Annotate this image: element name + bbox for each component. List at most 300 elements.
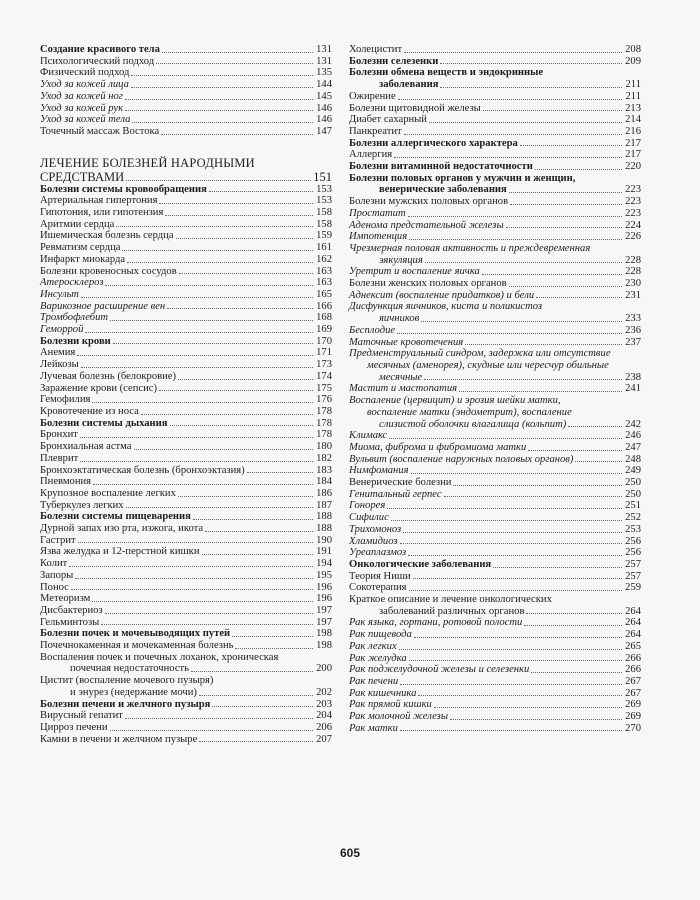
toc-entry: [349, 372, 641, 384]
toc-entry: [40, 195, 332, 207]
toc-entry-title: Физический подход: [40, 67, 130, 79]
dot-leader: [80, 461, 313, 462]
toc-entry: [349, 547, 641, 559]
toc-entry-page: 202: [316, 686, 332, 698]
dot-leader: [425, 262, 622, 263]
toc-entry-title: Гемофилия: [40, 394, 91, 406]
toc-entry-page: 196: [316, 581, 332, 593]
toc-entry-title: Почечнокаменная и мочекаменная болезнь: [40, 640, 234, 652]
dot-leader: [235, 648, 313, 649]
dot-leader: [134, 449, 314, 450]
toc-entry-title: Гонорея: [349, 500, 386, 512]
toc-entry-page: 252: [625, 512, 641, 524]
toc-entry-title: Рак легких: [349, 640, 397, 652]
toc-entry-page: 190: [316, 534, 332, 546]
toc-entry-title: заболевания: [379, 79, 439, 91]
toc-entry: [40, 91, 332, 103]
dot-leader: [568, 426, 622, 427]
toc-entry-page: 228: [625, 254, 641, 266]
toc-entry: [40, 582, 332, 594]
toc-entry-page: 145: [316, 90, 332, 102]
dot-leader: [75, 578, 313, 579]
dot-leader: [179, 273, 313, 274]
section-gap: [40, 138, 332, 157]
toc-entry-line: воспаление матки (эндометрит), воспаление: [367, 406, 572, 418]
toc-entry: [349, 442, 641, 454]
dot-leader: [159, 203, 313, 204]
dot-leader: [92, 601, 313, 602]
dot-leader: [414, 637, 622, 638]
toc-entry-title: Туберкулез легких: [40, 499, 124, 511]
toc-entry-title: Теория Ниши: [349, 570, 411, 582]
toc-entry-page: 165: [316, 288, 332, 300]
toc-entry-page: 267: [625, 687, 641, 699]
dot-leader: [191, 671, 313, 672]
toc-entry-title: Рак поджелудочной железы и селезенки: [349, 664, 530, 676]
toc-entry-page: 161: [316, 242, 332, 254]
toc-entry: [40, 476, 332, 488]
toc-entry-page: 226: [625, 231, 641, 243]
toc-entry-title: Панкреатит: [349, 125, 402, 137]
dot-leader: [165, 215, 313, 216]
toc-entry-page: 197: [316, 604, 332, 616]
toc-entry-page: 153: [316, 183, 332, 195]
toc-entry-title: Гастрит: [40, 534, 76, 546]
toc-entry-line: Цистит (воспаление мочевого пузыря): [40, 675, 214, 687]
toc-entry-page: 198: [316, 628, 332, 640]
toc-entry: [40, 394, 332, 406]
toc-entry-page: 228: [625, 266, 641, 278]
toc-entry: [349, 512, 641, 524]
toc-entry-page: 158: [316, 207, 332, 219]
toc-entry-title: яичников: [379, 313, 420, 325]
toc-entry-page: 188: [316, 511, 332, 523]
toc-entry-title: Плеврит: [40, 452, 79, 464]
toc-entry-page: 259: [625, 582, 641, 594]
dot-leader: [387, 508, 622, 509]
toc-entry: [40, 523, 332, 535]
toc-entry-title: венерические заболевания: [379, 184, 507, 196]
toc-entry-title: Болезни системы дыхания: [40, 417, 168, 429]
toc-entry-page: 217: [625, 149, 641, 161]
toc-entry: [349, 208, 641, 220]
dot-leader: [205, 531, 313, 532]
toc-entry-title: Дисбактериоз: [40, 604, 103, 616]
toc-entry-title: Уреаплазмоз: [349, 547, 407, 559]
toc-entry-page: 251: [625, 500, 641, 512]
dot-leader: [125, 110, 313, 111]
toc-entry-title: Рак желудка: [349, 652, 407, 664]
toc-entry-page: 159: [316, 230, 332, 242]
dot-leader: [397, 333, 622, 334]
toc-entry-page: 223: [625, 196, 641, 208]
toc-entry-title: Болезни печени и желчного пузыря: [40, 698, 211, 710]
toc-entry: [349, 196, 641, 208]
toc-entry: [40, 289, 332, 301]
dot-leader: [101, 624, 313, 625]
toc-entry-page: 196: [316, 593, 332, 605]
toc-entry-title: Колит: [40, 558, 68, 570]
toc-entry-page: 173: [316, 359, 332, 371]
toc-entry: [349, 477, 641, 489]
toc-entry-page: 223: [625, 184, 641, 196]
toc-entry-page: 178: [316, 405, 332, 417]
toc-entry-page: 169: [316, 324, 332, 336]
dot-leader: [509, 192, 622, 193]
toc-entry-title: Вирусный гепатит: [40, 710, 123, 722]
toc-entry: [40, 617, 332, 629]
toc-entry-title: Ожирение: [349, 90, 396, 102]
dot-leader: [125, 718, 313, 719]
dot-leader: [125, 99, 313, 100]
toc-entry-title: месячные: [379, 371, 423, 383]
toc-entry: [349, 126, 641, 138]
dot-leader: [404, 52, 622, 53]
toc-entry-title: Простатит: [349, 207, 406, 219]
toc-entry: [349, 149, 641, 161]
dot-leader: [69, 566, 313, 567]
dot-leader: [524, 625, 622, 626]
toc-entry: [40, 406, 332, 418]
toc-entry: [349, 723, 641, 735]
dot-leader: [459, 391, 622, 392]
toc-entry-page: 237: [625, 336, 641, 348]
toc-entry: [349, 184, 641, 196]
toc-entry-title: Гипотония, или гипотензия: [40, 207, 164, 219]
toc-entry: [349, 325, 641, 337]
toc-entry-page: 257: [625, 570, 641, 582]
toc-entry-page: 209: [625, 55, 641, 67]
dot-leader: [409, 660, 622, 661]
toc-entry: [40, 453, 332, 465]
toc-entry: [349, 161, 641, 173]
toc-entry-page: 230: [625, 278, 641, 290]
dot-leader: [440, 87, 622, 88]
toc-entry-title: Тромбофлебит: [40, 312, 109, 324]
dot-leader: [156, 63, 313, 64]
toc-entry: [349, 711, 641, 723]
toc-entry-title: Рак языка, гортани, ротовой полости: [349, 617, 523, 629]
toc-entry: [40, 336, 332, 348]
toc-entry-page: 250: [625, 477, 641, 489]
dot-leader: [159, 390, 313, 391]
toc-entry-title: Рак печени: [349, 675, 399, 687]
toc-entry-title: Цирроз печени: [40, 721, 108, 733]
dot-leader: [418, 695, 622, 696]
toc-entry-page: 256: [625, 547, 641, 559]
toc-entry: [349, 465, 641, 477]
toc-entry: [40, 266, 332, 278]
toc-entry: [40, 103, 332, 115]
toc-entry-line: Краткое описание и лечение онкологических: [349, 594, 552, 606]
toc-entry-title: СРЕДСТВАМИ: [40, 169, 125, 184]
toc-entry-title: Болезни селезенки: [349, 55, 439, 67]
toc-entry-page: 162: [316, 253, 332, 265]
toc-entry: [40, 254, 332, 266]
dot-leader: [398, 99, 622, 100]
toc-entry-page: 207: [316, 733, 332, 745]
dot-leader: [429, 122, 622, 123]
dot-leader: [110, 730, 313, 731]
toc-entry: [349, 44, 641, 56]
toc-entry-title: Болезни почек и мочевыводящих путей: [40, 628, 231, 640]
toc-entry-page: 158: [316, 218, 332, 230]
toc-entry: [349, 653, 641, 665]
toc-entry-page: 264: [625, 605, 641, 617]
dot-leader: [126, 180, 311, 181]
toc-entry-title: Диабет сахарный: [349, 114, 427, 126]
toc-entry-page: 241: [625, 383, 641, 395]
toc-entry: [349, 536, 641, 548]
toc-entry-title: Метеоризм: [40, 593, 91, 605]
toc-entry-title: Болезни аллергического характера: [349, 137, 518, 149]
toc-entry-title: Пневмония: [40, 476, 92, 488]
toc-entry: [40, 558, 332, 570]
toc-entry-title: Бронхоэктатическая болезнь (бронхоэктазия): [40, 464, 245, 476]
toc-entry: [40, 500, 332, 512]
toc-entry-line: месячных (аменорея), скудные или чересчур обильные: [367, 359, 609, 371]
dot-leader: [465, 344, 622, 345]
toc-entry-title: Нимфомания: [349, 465, 409, 477]
toc-entry-title: Рак пищевода: [349, 629, 412, 641]
toc-entry: [40, 347, 332, 359]
toc-entry: [40, 312, 332, 324]
toc-entry: [40, 441, 332, 453]
toc-entry-title: Гельминтозы: [40, 616, 100, 628]
toc-entry-title: Болезни кровеносных сосудов: [40, 265, 177, 277]
dot-leader: [80, 437, 313, 438]
dot-leader: [450, 719, 622, 720]
dot-leader: [77, 355, 313, 356]
toc-entry-page: 203: [316, 698, 332, 710]
dot-leader: [167, 308, 313, 309]
toc-entry-title: Крупозное воспаление легких: [40, 487, 176, 499]
toc-entry-line: Болезни обмена веществ и эндокринные: [349, 67, 544, 79]
dot-leader: [161, 134, 313, 135]
toc-entry: [349, 383, 641, 395]
dot-leader: [394, 157, 622, 158]
toc-entry-title: Уход за кожей лица: [40, 79, 129, 91]
toc-entry-title: Инфаркт миокарда: [40, 253, 126, 265]
toc-entry-title: и энурез (недержание мочи): [70, 686, 197, 698]
toc-entry-page: 168: [316, 312, 332, 324]
dot-leader: [440, 63, 622, 64]
dot-leader: [176, 238, 313, 239]
toc-entry-page: 216: [625, 125, 641, 137]
toc-entry-page: 153: [316, 195, 332, 207]
toc-entry: [40, 465, 332, 477]
toc-entry: [40, 371, 332, 383]
toc-entry: [349, 419, 641, 431]
dot-leader: [199, 695, 313, 696]
dot-leader: [209, 191, 313, 192]
toc-entry: [349, 582, 641, 594]
toc-entry-title: Бесплодие: [349, 324, 396, 336]
toc-entry-page: 220: [625, 161, 641, 173]
dot-leader: [404, 134, 622, 135]
toc-entry-title: Миома, фиброма и фибромиома матки: [349, 441, 527, 453]
toc-entry-page: 211: [625, 90, 641, 102]
toc-entry-title: Создание красивого тела: [40, 44, 160, 55]
toc-entry: [40, 511, 332, 523]
toc-entry-title: Бронхиальная астма: [40, 441, 132, 453]
dot-leader: [409, 239, 622, 240]
dot-leader: [122, 250, 313, 251]
dot-leader: [528, 450, 622, 451]
toc-entry: [40, 230, 332, 242]
toc-entry-title: Болезни мужских половых органов: [349, 196, 509, 208]
dot-leader: [85, 332, 313, 333]
toc-entry-line: Воспаление (цервицит) и эрозия шейки матки,: [349, 395, 561, 407]
toc-entry-page: 184: [316, 476, 332, 488]
page-number: 605: [339, 846, 361, 860]
toc-entry-page: 163: [316, 277, 332, 289]
dot-leader: [400, 684, 622, 685]
toc-entry-page: 183: [316, 464, 332, 476]
toc-entry-page: 231: [625, 289, 641, 301]
section-heading-entry: [40, 170, 332, 184]
toc-entry: [40, 56, 332, 68]
dot-leader: [444, 496, 622, 497]
toc-left-column: [40, 44, 332, 745]
dot-leader: [110, 320, 313, 321]
toc-entry-title: почечная недостаточность: [70, 663, 189, 675]
toc-entry: [349, 313, 641, 325]
toc-entry-title: эякуляция: [379, 254, 423, 266]
toc-entry-page: 198: [316, 640, 332, 652]
toc-entry: [349, 290, 641, 302]
toc-entry: [349, 571, 641, 583]
toc-entry-page: 174: [316, 370, 332, 382]
toc-entry: [349, 641, 641, 653]
toc-entry: [349, 430, 641, 442]
toc-entry-title: Кровотечение из носа: [40, 405, 139, 417]
dot-leader: [389, 438, 622, 439]
dot-leader: [131, 75, 313, 76]
toc-entry-page: 264: [625, 629, 641, 641]
dot-leader: [506, 227, 622, 228]
toc-entry-page: 186: [316, 487, 332, 499]
dot-leader: [408, 555, 622, 556]
dot-leader: [509, 286, 622, 287]
dot-leader: [71, 589, 313, 590]
dot-leader: [483, 110, 622, 111]
toc-entry: [349, 114, 641, 126]
dot-leader: [202, 554, 313, 555]
dot-leader: [212, 706, 313, 707]
dot-leader: [421, 321, 622, 322]
toc-entry: [349, 629, 641, 641]
toc-entry-title: Артериальная гипертония: [40, 195, 158, 207]
toc-entry: [40, 663, 332, 675]
toc-entry-title: Болезни женских половых органов: [349, 278, 507, 290]
toc-entry-page: 257: [625, 558, 641, 570]
dot-leader: [493, 567, 622, 568]
dot-leader: [232, 636, 313, 637]
toc-entry: [40, 242, 332, 254]
toc-entry-page: 135: [316, 67, 332, 79]
toc-entry: [40, 207, 332, 219]
toc-entry-page: 214: [625, 114, 641, 126]
dot-leader: [116, 226, 313, 227]
toc-entry-title: Генитальный герпес: [349, 488, 442, 500]
toc-entry: [40, 114, 332, 126]
dot-leader: [178, 379, 313, 380]
toc-entry-page: 170: [316, 335, 332, 347]
toc-entry-page: 224: [625, 219, 641, 231]
toc-entry-page: 191: [316, 546, 332, 558]
toc-entry-page: 250: [625, 488, 641, 500]
toc-entry-title: Рак кишечника: [349, 687, 417, 699]
toc-entry-page: 151: [313, 169, 332, 184]
toc-entry-title: Холецистит: [349, 44, 403, 55]
toc-entry: [40, 605, 332, 617]
dot-leader: [113, 343, 313, 344]
toc-entry: [349, 454, 641, 466]
toc-entry-page: 247: [625, 441, 641, 453]
toc-entry: [40, 628, 332, 640]
toc-entry-title: Камни в печени и желчном пузыре: [40, 733, 198, 745]
dot-leader: [126, 507, 313, 508]
toc-entry-page: 265: [625, 640, 641, 652]
dot-leader: [391, 520, 622, 521]
dot-leader: [81, 297, 313, 298]
dot-leader: [199, 741, 313, 742]
dot-leader: [408, 216, 622, 217]
dot-leader: [453, 485, 622, 486]
dot-leader: [531, 672, 622, 673]
toc-entry-title: Варикозное расширение вен: [40, 300, 166, 312]
toc-entry-line: Дисфункция яичников, киста и поликистоз: [349, 301, 543, 313]
toc-entry-page: 213: [625, 102, 641, 114]
dot-leader: [536, 297, 622, 298]
toc-entry-page: 176: [316, 394, 332, 406]
toc-entry-title: Атеросклероз: [40, 277, 104, 289]
dot-leader: [141, 414, 313, 415]
toc-entry-page: 163: [316, 265, 332, 277]
dot-leader: [575, 461, 622, 462]
toc-entry: [349, 337, 641, 349]
toc-entry-page: 200: [316, 663, 332, 675]
toc-entry: [40, 126, 332, 138]
toc-entry-title: Инсульт: [40, 288, 79, 300]
toc-entry-page: 195: [316, 569, 332, 581]
toc-entry-title: Вульвит (воспаление наружных половых органов): [349, 453, 574, 465]
dot-leader: [411, 473, 622, 474]
toc-entry-title: Аллергия: [349, 149, 393, 161]
dot-leader: [403, 532, 622, 533]
dot-leader: [400, 543, 622, 544]
dot-leader: [81, 367, 313, 368]
toc-entry-page: 208: [625, 44, 641, 55]
toc-entry: [40, 570, 332, 582]
toc-entry: [349, 220, 641, 232]
toc-entry: [349, 231, 641, 243]
toc-entry-title: заболеваний различных органов: [379, 605, 525, 617]
toc-entry-page: 187: [316, 499, 332, 511]
toc-entry-page: 248: [625, 453, 641, 465]
toc-entry-title: Маточные кровотечения: [349, 336, 464, 348]
toc-entry-title: Рак прямой кишки: [349, 699, 432, 711]
toc-entry-title: Точечный массаж Востока: [40, 125, 160, 137]
dot-leader: [520, 145, 622, 146]
toc-entry: [40, 184, 332, 196]
toc-entry: [40, 722, 332, 734]
toc-entry-page: 246: [625, 430, 641, 442]
toc-entry: [349, 91, 641, 103]
toc-entry-title: Импотенция: [349, 231, 408, 243]
toc-entry-title: Трихомоноз: [349, 523, 402, 535]
